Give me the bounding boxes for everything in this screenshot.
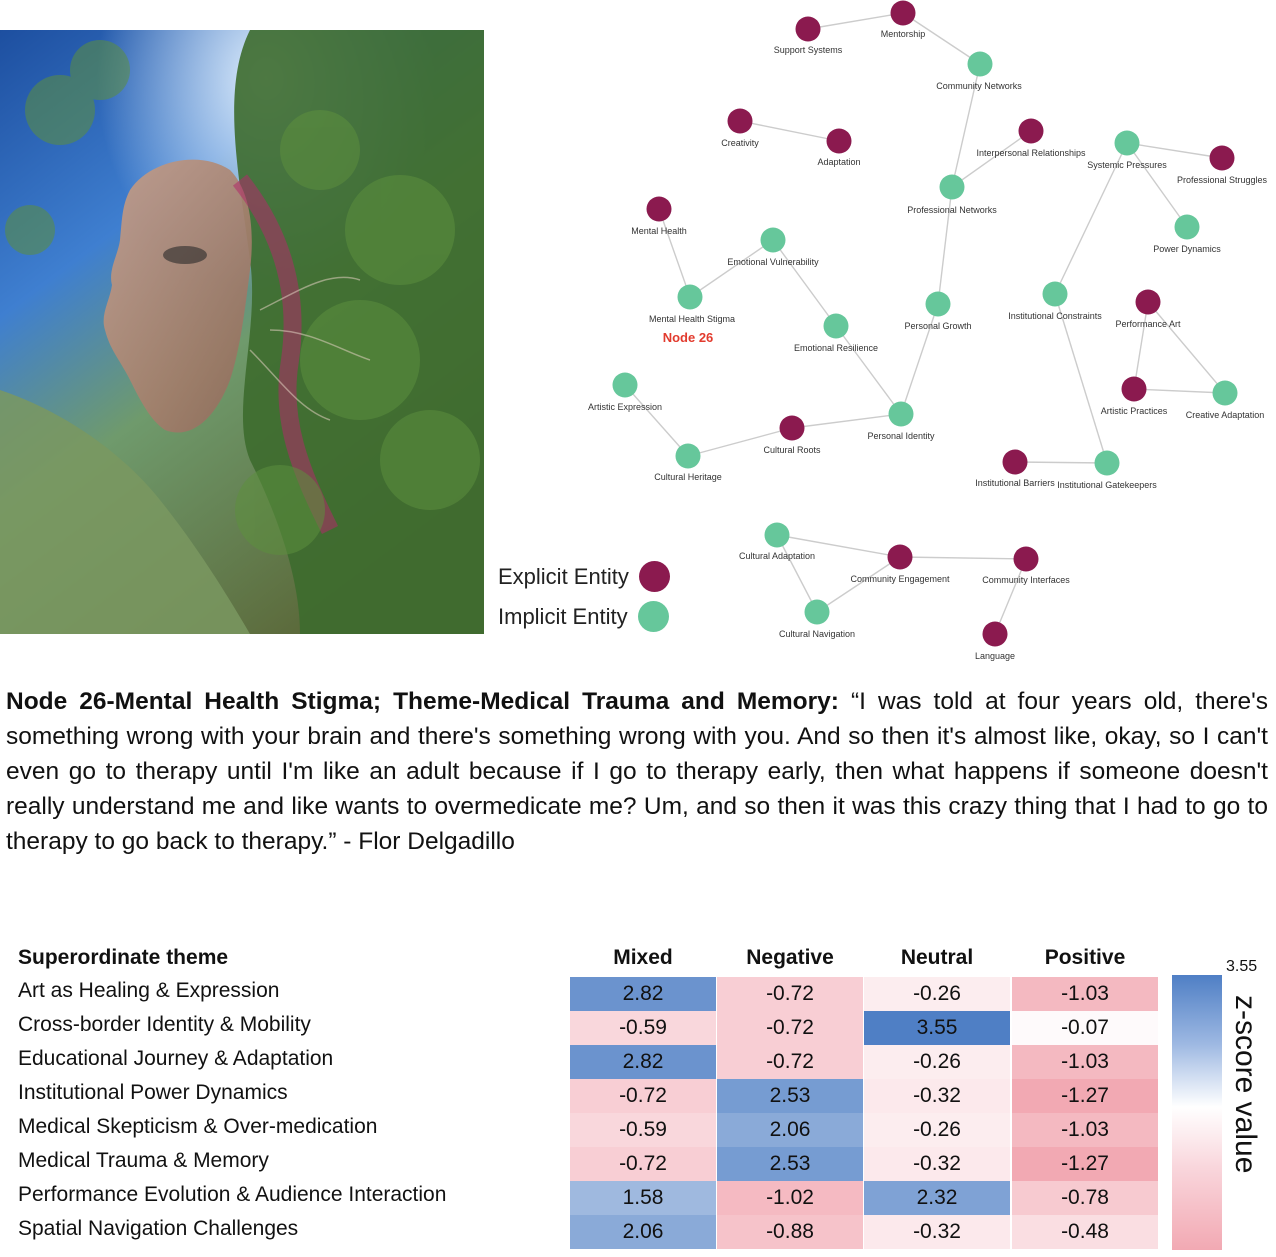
node-label-professional-networks: Professional Networks	[907, 205, 997, 215]
edge-emotional_resilience-personal_identity	[836, 326, 901, 414]
heatmap-row-label: Medical Trauma & Memory	[18, 1149, 269, 1172]
heatmap-column-negative: Negative	[746, 946, 834, 969]
heatmap-cell: -0.26	[864, 1045, 1010, 1079]
heatmap-cell: -0.72	[570, 1147, 716, 1181]
node-label-mental-health-stigma: Mental Health Stigma	[648, 314, 736, 324]
heatmap-cell: -0.78	[1012, 1181, 1158, 1215]
node-cultural-roots	[780, 416, 805, 441]
node-label-power-dynamics: Power Dynamics	[1153, 244, 1221, 254]
heatmap-cell: 2.32	[864, 1181, 1010, 1215]
heatmap-row-label: Performance Evolution & Audience Interaction	[18, 1183, 447, 1206]
node-cultural-heritage	[676, 444, 701, 469]
edge-personal_identity-cultural_roots	[792, 414, 901, 428]
node-label-cultural-navigation: Cultural Navigation	[778, 629, 856, 639]
heatmap-cell: -0.72	[570, 1079, 716, 1113]
node-professional-networks	[940, 175, 965, 200]
heatmap-row-label: Cross-border Identity & Mobility	[18, 1013, 311, 1036]
node-community-engagement	[888, 545, 913, 570]
node-label-cultural-adaptation: Cultural Adaptation	[738, 551, 816, 561]
heatmap-cell: -0.32	[864, 1215, 1010, 1249]
edge-institutional_barriers-institutional_gatekeepers	[1015, 462, 1107, 463]
heatmap-column-mixed: Mixed	[613, 946, 673, 969]
node-label-institutional-barriers: Institutional Barriers	[975, 478, 1055, 488]
node-label-cultural-roots: Cultural Roots	[763, 445, 821, 455]
heatmap-cell: 2.82	[570, 1045, 716, 1079]
heatmap-cell: -0.26	[864, 1113, 1010, 1147]
node-label-language: Language	[974, 651, 1016, 661]
node-creative-adaptation	[1213, 381, 1238, 406]
node-cultural-navigation	[805, 600, 830, 625]
node-label-creativity: Creativity	[721, 138, 759, 148]
edge-support_systems-mentorship	[808, 13, 903, 29]
graph-nodes	[588, 1, 1268, 662]
quote-text: “I was told at four years old, there's something wrong with your brain and there's something wrong with you. And so then it's almost like, okay, so I can't even go to therapy until I'm like an adult because if I go to therapy early, then what happens if someone doesn't really understand me and like wants to overmedicate me? Um, and so then it was this crazy thing that I had to go to therapy to go back to therapy.” - Flor Delgadillo	[6, 688, 1268, 855]
heatmap-cell: 2.82	[570, 977, 716, 1011]
heatmap-row-label: Educational Journey & Adaptation	[18, 1047, 334, 1070]
node-institutional-constraints	[1043, 282, 1068, 307]
heatmap-cell: 3.55	[864, 1011, 1010, 1045]
quote-heading: Node 26-Mental Health Stigma; Theme-Medical Trauma and Memory:	[6, 688, 839, 715]
node-label-emotional-vulnerability: Emotional Vulnerability	[727, 257, 819, 267]
edge-performance_art-creative_adaptation	[1148, 302, 1225, 393]
heatmap-cell: -0.48	[1012, 1215, 1158, 1249]
edge-emotional_vulnerability-emotional_resilience	[773, 240, 836, 326]
heatmap-row-label: Spatial Navigation Challenges	[18, 1217, 299, 1240]
legend-explicit	[498, 561, 670, 592]
edge-community_engagement-cultural_navigation	[817, 557, 900, 612]
node-institutional-gatekeepers	[1095, 451, 1120, 476]
node-cultural-adaptation	[765, 523, 790, 548]
heatmap-cell: 2.53	[717, 1147, 863, 1181]
heatmap-cell: 2.06	[570, 1215, 716, 1249]
node-mental-health	[647, 197, 672, 222]
node-label-institutional-constraints: Institutional Constraints	[1008, 311, 1102, 321]
heatmap-cell: -0.07	[1012, 1011, 1158, 1045]
heatmap-cell: 2.06	[717, 1113, 863, 1147]
node-power-dynamics	[1175, 215, 1200, 240]
node-institutional-barriers	[1003, 450, 1028, 475]
colorbar-max-label: 3.55	[1226, 958, 1258, 975]
heatmap-cell: -0.72	[717, 977, 863, 1011]
heatmap-row-label: Medical Skepticism & Over-medication	[18, 1115, 378, 1138]
node-mental-health-stigma	[678, 285, 703, 310]
heatmap-cell: 1.58	[570, 1181, 716, 1215]
heatmap-cell: -0.32	[864, 1147, 1010, 1181]
node-emotional-vulnerability	[761, 228, 786, 253]
edge-artistic_practices-creative_adaptation	[1134, 389, 1225, 393]
legend-explicit-label: Explicit Entity	[498, 563, 629, 589]
edge-community_engagement-community_interfaces	[900, 557, 1026, 559]
heatmap-cell: -0.59	[570, 1011, 716, 1045]
node-personal-identity	[889, 402, 914, 427]
quote-paragraph	[6, 684, 1268, 859]
heatmap-cell: 2.53	[717, 1079, 863, 1113]
heatmap-cell: -1.03	[1012, 1045, 1158, 1079]
heatmap-row-label: Art as Healing & Expression	[18, 979, 280, 1002]
edge-artistic_expression-cultural_heritage	[625, 385, 688, 456]
heatmap-cell: -1.02	[717, 1181, 863, 1215]
heatmap-row-header: Superordinate theme	[18, 946, 229, 969]
node-language	[983, 622, 1008, 647]
heatmap-cell: -1.27	[1012, 1079, 1158, 1113]
heatmap-cell: -0.72	[717, 1045, 863, 1079]
node-label-systemic-pressures: Systemic Pressures	[1087, 160, 1167, 170]
heatmap-cell: -0.59	[570, 1113, 716, 1147]
node-label-personal-identity: Personal Identity	[867, 431, 935, 441]
heatmap-cell: -1.27	[1012, 1147, 1158, 1181]
node-systemic-pressures	[1115, 131, 1140, 156]
node-label-community-networks: Community Networks	[936, 81, 1022, 91]
heatmap-cell: -1.03	[1012, 977, 1158, 1011]
legend-implicit-label: Implicit Entity	[498, 603, 628, 629]
node-mentorship	[891, 1, 916, 26]
node-label-mentorship: Mentorship	[880, 29, 926, 39]
edge-mental_health-mental_health_stigma	[659, 209, 690, 297]
node-label-artistic-practices: Artistic Practices	[1100, 406, 1168, 416]
node-artistic-expression	[613, 373, 638, 398]
heatmap-column-neutral: Neutral	[900, 946, 974, 969]
node-26-highlight-label: Node 26	[662, 330, 714, 345]
node-label-personal-growth: Personal Growth	[904, 321, 972, 331]
heatmap-cell: -0.26	[864, 977, 1010, 1011]
node-label-creative-adaptation: Creative Adaptation	[1185, 410, 1265, 420]
legend-implicit	[498, 601, 669, 632]
heatmap-cell: -0.32	[864, 1079, 1010, 1113]
node-label-cultural-heritage: Cultural Heritage	[654, 472, 722, 482]
node-label-professional-struggles: Professional Struggles	[1176, 175, 1268, 185]
legend-implicit-dot	[638, 601, 669, 632]
legend-explicit-dot	[639, 561, 670, 592]
node-label-adaptation: Adaptation	[817, 157, 861, 167]
node-creativity	[728, 109, 753, 134]
node-adaptation	[827, 129, 852, 154]
node-label-community-engagement: Community Engagement	[850, 574, 950, 584]
edge-performance_art-artistic_practices	[1134, 302, 1148, 389]
node-label-emotional-resilience: Emotional Resilience	[793, 343, 879, 353]
edge-emotional_vulnerability-mental_health_stigma	[690, 240, 773, 297]
colorbar	[1172, 975, 1222, 1250]
node-label-institutional-gatekeepers: Institutional Gatekeepers	[1057, 480, 1157, 490]
node-emotional-resilience	[824, 314, 849, 339]
node-community-interfaces	[1014, 547, 1039, 572]
node-community-networks	[968, 52, 993, 77]
heatmap-cell: -1.03	[1012, 1113, 1158, 1147]
node-label-interpersonal-relationships: Interpersonal Relationships	[976, 148, 1086, 158]
node-label-mental-health: Mental Health	[631, 226, 687, 236]
node-interpersonal-relationships	[1019, 119, 1044, 144]
node-label-performance-art: Performance Art	[1115, 319, 1181, 329]
heatmap-cell: -0.72	[717, 1011, 863, 1045]
edge-systemic_pressures-professional_struggles	[1127, 143, 1222, 158]
node-label-artistic-expression: Artistic Expression	[587, 402, 663, 412]
node-professional-struggles	[1210, 146, 1235, 171]
node-support-systems	[796, 17, 821, 42]
heatmap-row-label: Institutional Power Dynamics	[18, 1081, 288, 1104]
edge-systemic_pressures-power_dynamics	[1127, 143, 1187, 227]
node-label-support-systems: Support Systems	[773, 45, 843, 55]
heatmap-column-positive: Positive	[1044, 946, 1126, 969]
edge-cultural_adaptation-cultural_navigation	[777, 535, 817, 612]
node-personal-growth	[926, 292, 951, 317]
node-artistic-practices	[1122, 377, 1147, 402]
node-label-community-interfaces: Community Interfaces	[982, 575, 1070, 585]
colorbar-title: z-score value	[1229, 995, 1262, 1174]
edge-interpersonal_relationships-professional_networks	[952, 131, 1031, 187]
node-performance-art	[1136, 290, 1161, 315]
heatmap-cell: -0.88	[717, 1215, 863, 1249]
